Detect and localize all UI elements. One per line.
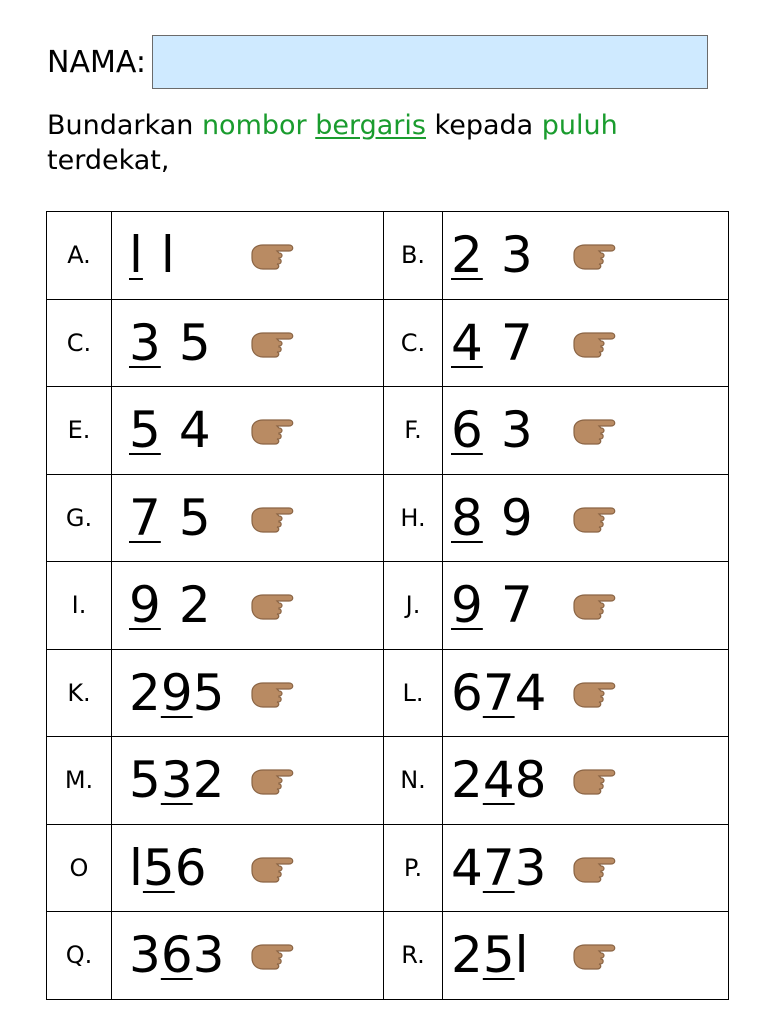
item-label: N.	[384, 737, 443, 825]
pointing-hand-icon	[571, 326, 619, 360]
underlined-digit: 4	[451, 313, 483, 372]
digit: 2	[178, 576, 211, 635]
digit: 4	[514, 663, 547, 722]
underlined-digit: l	[129, 226, 143, 285]
digit: 2	[451, 751, 483, 810]
item-number-cell	[443, 299, 729, 387]
item-label: E.	[47, 387, 112, 475]
underlined-digit: 9	[451, 576, 483, 635]
worksheet-row	[47, 649, 729, 737]
item-number	[443, 226, 571, 285]
item-label: F.	[384, 387, 443, 475]
underlined-digit: 3	[160, 751, 193, 810]
item-label: M.	[47, 737, 112, 825]
pointing-hand-icon	[571, 501, 619, 535]
item-number	[112, 226, 249, 285]
item-number-cell	[112, 299, 384, 387]
digit: 5	[178, 313, 211, 372]
instruction-keyword-puluh: puluh	[541, 110, 618, 141]
instruction-keyword-nombor: nombor	[201, 110, 307, 141]
pointing-hand-icon	[249, 763, 297, 797]
item-number-cell	[443, 649, 729, 737]
underlined-digit: 5	[129, 401, 161, 460]
worksheet-row	[47, 212, 729, 300]
item-number	[443, 488, 571, 547]
item-number	[112, 576, 249, 635]
instruction-keyword-bergaris: bergaris	[315, 110, 426, 141]
underlined-digit: 3	[129, 313, 161, 372]
pointing-hand-icon	[249, 238, 297, 272]
item-number	[112, 663, 249, 722]
instruction-part: kepada	[425, 110, 542, 141]
item-number-cell	[112, 737, 384, 825]
pointing-hand-icon	[249, 851, 297, 885]
digit: 4	[451, 838, 483, 897]
underlined-digit: 2	[451, 226, 483, 285]
worksheet-row	[47, 299, 729, 387]
name-row	[47, 34, 708, 90]
item-number-cell	[443, 212, 729, 300]
item-number-cell	[443, 562, 729, 650]
digit: 3	[514, 838, 547, 897]
digit: l	[514, 926, 529, 985]
digit: 2	[192, 751, 225, 810]
item-number-cell	[443, 387, 729, 475]
digit: 5	[192, 663, 225, 722]
worksheet-table	[46, 211, 729, 1000]
item-number-cell	[112, 474, 384, 562]
pointing-hand-icon	[249, 938, 297, 972]
item-number-cell	[112, 387, 384, 475]
pointing-hand-icon	[249, 501, 297, 535]
pointing-hand-icon	[571, 938, 619, 972]
item-label: A.	[47, 212, 112, 300]
item-number-cell	[443, 474, 729, 562]
instruction-part: Bundarkan	[47, 110, 202, 141]
item-number-cell	[112, 912, 384, 1000]
worksheet-row	[47, 562, 729, 650]
item-label: K.	[47, 649, 112, 737]
worksheet-row	[47, 737, 729, 825]
worksheet-row	[47, 824, 729, 912]
underlined-digit: 7	[482, 663, 515, 722]
pointing-hand-icon	[249, 326, 297, 360]
worksheet-row	[47, 387, 729, 475]
item-number	[443, 313, 571, 372]
item-label: G.	[47, 474, 112, 562]
pointing-hand-icon	[571, 676, 619, 710]
digit: 6	[451, 663, 483, 722]
digit: 9	[500, 488, 533, 547]
digit: 3	[192, 926, 225, 985]
item-number-cell	[112, 562, 384, 650]
underlined-digit: 5	[142, 838, 175, 897]
item-number-cell	[112, 824, 384, 912]
item-label: P.	[384, 824, 443, 912]
item-number-cell	[443, 824, 729, 912]
worksheet-row	[47, 912, 729, 1000]
item-number-cell	[112, 212, 384, 300]
underlined-digit: 4	[482, 751, 515, 810]
underlined-digit: 9	[129, 576, 161, 635]
item-label: C.	[384, 299, 443, 387]
item-label: I.	[47, 562, 112, 650]
item-label: Q.	[47, 912, 112, 1000]
pointing-hand-icon	[249, 676, 297, 710]
pointing-hand-icon	[571, 851, 619, 885]
item-number	[443, 838, 571, 897]
instruction-part	[307, 110, 316, 141]
item-label: O	[47, 824, 112, 912]
digit: 3	[500, 226, 533, 285]
digit: l	[160, 226, 175, 285]
item-number	[443, 926, 571, 985]
item-number	[443, 751, 571, 810]
digit: 5	[178, 488, 211, 547]
item-label: H.	[384, 474, 443, 562]
underlined-digit: 9	[160, 663, 193, 722]
pointing-hand-icon	[571, 238, 619, 272]
underlined-digit: 6	[160, 926, 193, 985]
item-number-cell	[112, 649, 384, 737]
underlined-digit: 7	[129, 488, 161, 547]
item-number	[443, 663, 571, 722]
digit: 6	[174, 838, 207, 897]
underlined-digit: 8	[451, 488, 483, 547]
digit: 3	[500, 401, 533, 460]
item-number	[112, 313, 249, 372]
item-label: C.	[47, 299, 112, 387]
item-number	[112, 488, 249, 547]
pointing-hand-icon	[571, 588, 619, 622]
instruction-part: terdekat,	[47, 145, 170, 176]
item-number	[443, 401, 571, 460]
item-label: R.	[384, 912, 443, 1000]
digit: 3	[129, 926, 161, 985]
underlined-digit: 5	[482, 926, 515, 985]
item-label: B.	[384, 212, 443, 300]
pointing-hand-icon	[249, 413, 297, 447]
digit: 4	[178, 401, 211, 460]
worksheet-row	[47, 474, 729, 562]
underlined-digit: 7	[482, 838, 515, 897]
instruction-text	[47, 108, 727, 178]
item-number	[112, 838, 249, 897]
digit: 5	[129, 751, 161, 810]
pointing-hand-icon	[571, 413, 619, 447]
item-label: L.	[384, 649, 443, 737]
item-number-cell	[443, 912, 729, 1000]
digit: 8	[514, 751, 547, 810]
name-label: NAMA:	[47, 44, 146, 80]
item-number	[112, 751, 249, 810]
item-number	[443, 576, 571, 635]
digit: 7	[500, 313, 533, 372]
underlined-digit: 6	[451, 401, 483, 460]
digit: 2	[451, 926, 483, 985]
item-number	[112, 401, 249, 460]
item-number-cell	[443, 737, 729, 825]
item-number	[112, 926, 249, 985]
digit: 7	[500, 576, 533, 635]
pointing-hand-icon	[571, 763, 619, 797]
digit: 2	[129, 663, 161, 722]
pointing-hand-icon	[249, 588, 297, 622]
item-label: J.	[384, 562, 443, 650]
name-input[interactable]	[152, 35, 708, 89]
digit: l	[129, 838, 143, 897]
